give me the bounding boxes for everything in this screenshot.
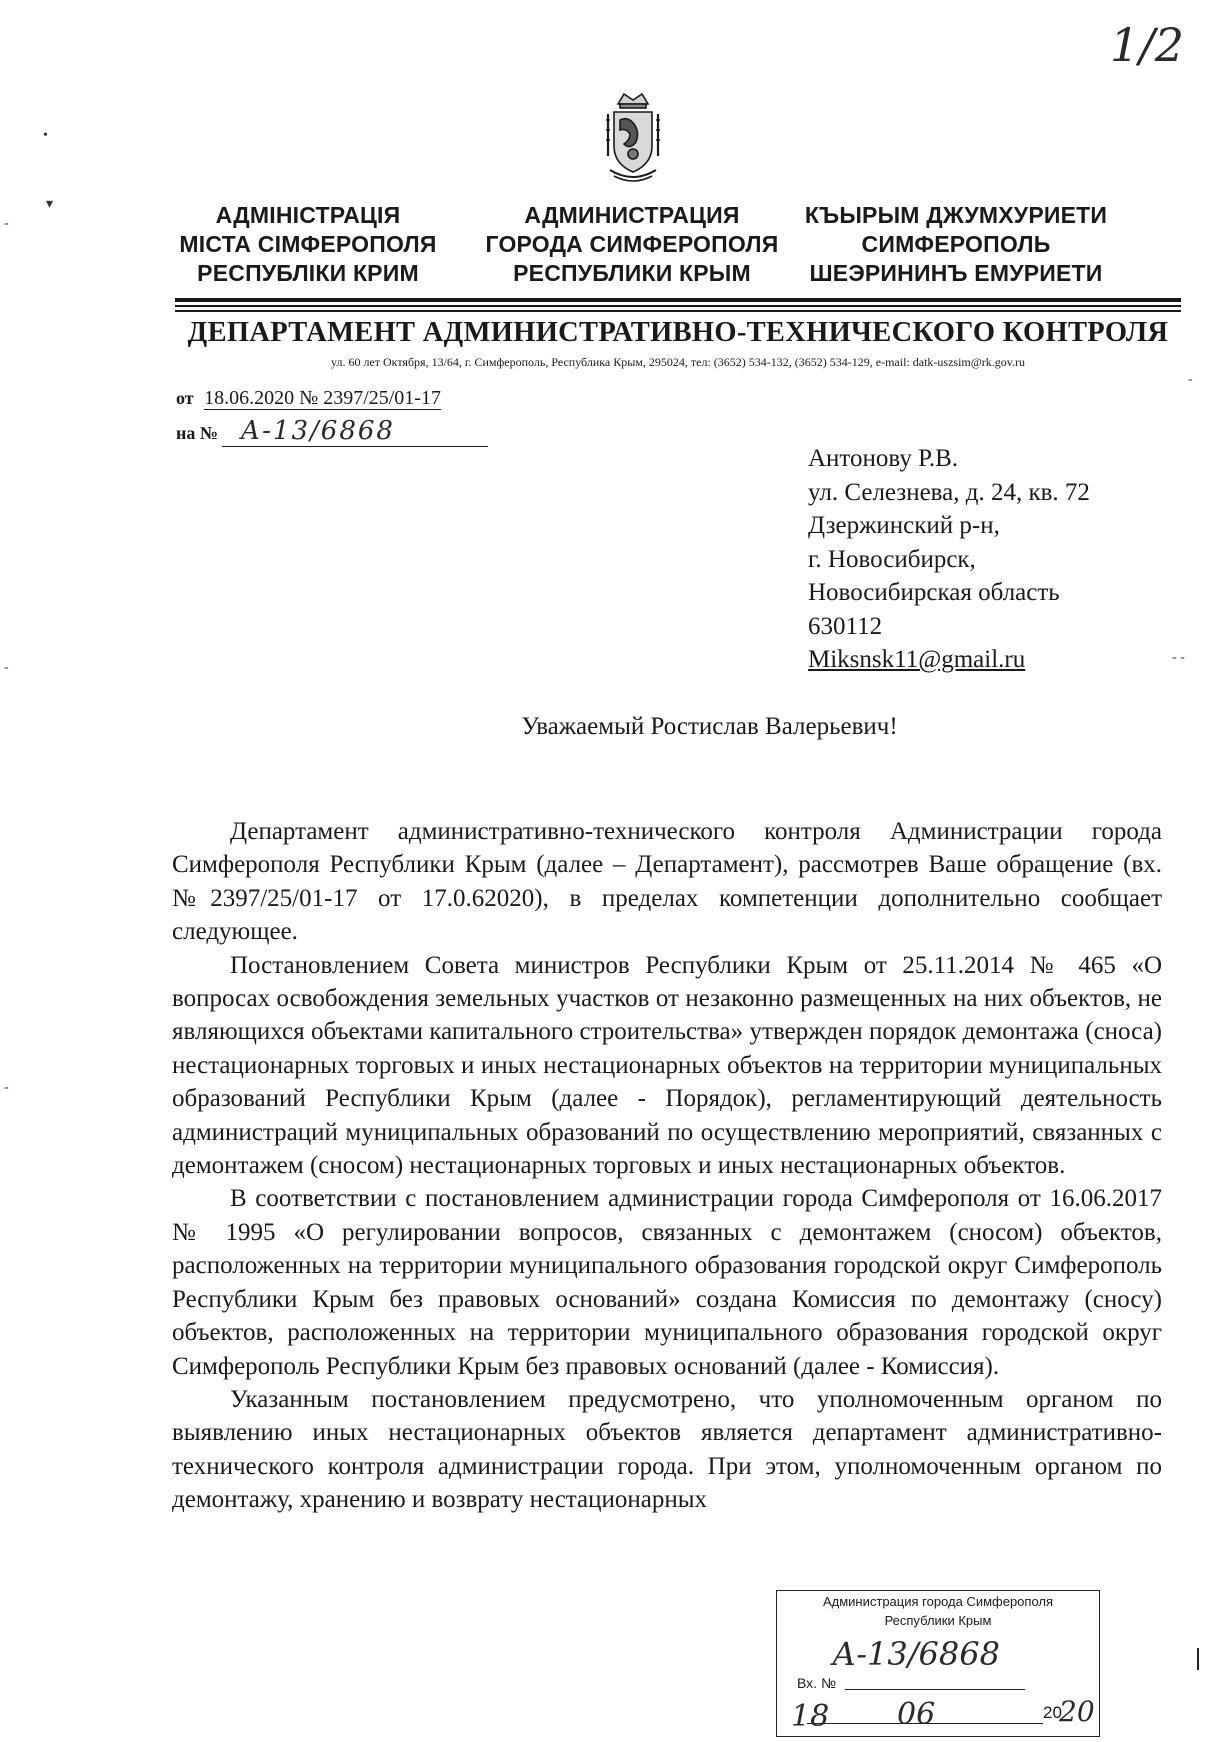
recipient-line: 630112	[808, 612, 883, 640]
from-value: 18.06.2020 № 2397/25/01-17	[204, 387, 441, 409]
stamp-region: Республики Крым	[884, 1613, 992, 1628]
header-line: КЪЫРЫМ ДЖУМХУРИЕТИ	[804, 202, 1108, 228]
header-column-ukrainian	[148, 201, 468, 288]
header-column-crimean-tatar	[796, 201, 1116, 288]
crimea-coat-of-arms-emblem	[600, 90, 666, 186]
header-line: АДМИНИСТРАЦИЯ	[524, 202, 740, 228]
body-paragraph: Департамент административно-технического контроля Администрации города Симферополя Республики Крым (далее – Департамент), рассмотрев Ваше обращение (вх. №2397/25/01-17 от 17.0.62020), в пределах компетенции дополнительно сообщает следующее.	[172, 818, 1162, 946]
stamp-organization: Администрация города Симферополя	[822, 1594, 1054, 1609]
header-column-russian	[472, 201, 792, 288]
stamp-number-line	[845, 1689, 1025, 1690]
letter-body	[172, 815, 1162, 1517]
body-paragraph: В соответствии с постановлением администрации города Симферополя от 16.06.2017 № 1995 «О регулировании вопросов, связанных с демонтажем (сносом) объектов, расположенных на территории муниципального образования городской округ Симферополь Республики Крым без правовых оснований» создана Комиссия по демонтажу (сносу) объектов, расположенных на территории муниципального образования городской округ Симферополь Республики Крым без правовых оснований (далее - Комиссия).	[172, 1185, 1162, 1380]
header-line: ГОРОДА СИМФЕРОПОЛЯ	[485, 231, 779, 257]
incoming-reference	[176, 416, 488, 447]
scan-mark: •	[43, 128, 48, 143]
scan-mark: -	[4, 1080, 9, 1095]
stamp-date-line	[807, 1723, 1043, 1724]
registration-stamp	[776, 1590, 1100, 1737]
recipient-line: Антонову Р.В.	[808, 445, 959, 472]
department-address: ул. 60 лет Октября, 13/64, г. Симферополь, Республика Крым, 295024, тел: (3652) 534-132, (3652) 534-129, e-mail: datk-uszsim@rk.gov.ru	[330, 355, 1026, 369]
page-number: 1/2	[1110, 18, 1185, 72]
header-rule-thick	[175, 298, 1181, 302]
outgoing-reference	[176, 387, 441, 410]
header-line: АДМІНІСТРАЦІЯ	[215, 202, 401, 228]
stamp-number-label: Вх. №	[797, 1675, 836, 1691]
header-line: РЕСПУБЛИКИ КРЫМ	[513, 260, 751, 286]
recipient-email-link[interactable]: Miksnsk11@gmail.ru	[808, 646, 1026, 673]
to-label: на №	[176, 423, 218, 443]
header-rule-thin	[175, 310, 1181, 312]
header-line: РЕСПУБЛІКИ КРИМ	[197, 260, 419, 286]
scan-mark: -	[4, 216, 9, 231]
body-paragraph: Постановлением Совета министров Республики Крым от 25.11.2014 № 465 «О вопросах освобождения земельных участков от незаконно размещенных на них объектов, не являющихся объектами капитального строительства» утвержден порядок демонтажа (сноса) нестационарных торговых и иных нестационарных объектов на территории муниципальных образований Республики Крым (далее - Порядок), регламентирующий деятельность администраций муниципальных образований по осуществлению мероприятий, связанных с демонтажем (сносом) нестационарных торговых и иных нестационарных объектов.	[172, 951, 1162, 1180]
stamp-year-suffix: 20	[1059, 1695, 1095, 1728]
to-value: А-13/6868	[222, 416, 488, 447]
recipient-line: г. Новосибирск,	[808, 545, 976, 573]
body-paragraph: Указанным постановлением предусмотрено, что уполномоченным органом по выявлению иных нестационарных объектов является департамент административно-технического контроля администрации города. При этом, уполномоченным органом по демонтажу, хранению и возврату нестационарных	[172, 1385, 1162, 1514]
recipient-line: ул. Селезнева, д. 24, кв. 72	[808, 478, 1090, 506]
recipient-line: Новосибирская область	[808, 579, 1060, 606]
stamp-day: 18	[791, 1699, 830, 1734]
scan-mark: - -	[1172, 650, 1185, 665]
header-rule-thin	[175, 305, 1181, 307]
recipient-block	[808, 442, 1090, 677]
header-line: ШЕЭРИНИНЪ ЕМУРИЕТИ	[809, 260, 1103, 286]
stamp-month: 06	[897, 1697, 936, 1732]
recipient-line: Дзержинский р-н,	[808, 512, 1000, 539]
scan-mark: -	[1188, 372, 1193, 387]
greeting: Уважаемый Ростислав Валерьевич!	[521, 713, 898, 740]
department-title: ДЕПАРТАМЕНТ АДМИНИСТРАТИВНО-ТЕХНИЧЕСКОГО КОНТРОЛЯ	[187, 317, 1169, 348]
header-line: МІСТА СІМФЕРОПОЛЯ	[179, 231, 437, 257]
from-label: от	[176, 388, 194, 408]
scan-mark: ▾	[46, 197, 54, 212]
scan-mark	[1197, 1648, 1199, 1670]
header-line: СИМФЕРОПОЛЬ	[861, 231, 1051, 257]
stamp-year-prefix: 20	[1043, 1703, 1062, 1722]
scan-mark: -	[4, 660, 9, 675]
stamp-incoming-number: А-13/6868	[832, 1635, 1000, 1673]
